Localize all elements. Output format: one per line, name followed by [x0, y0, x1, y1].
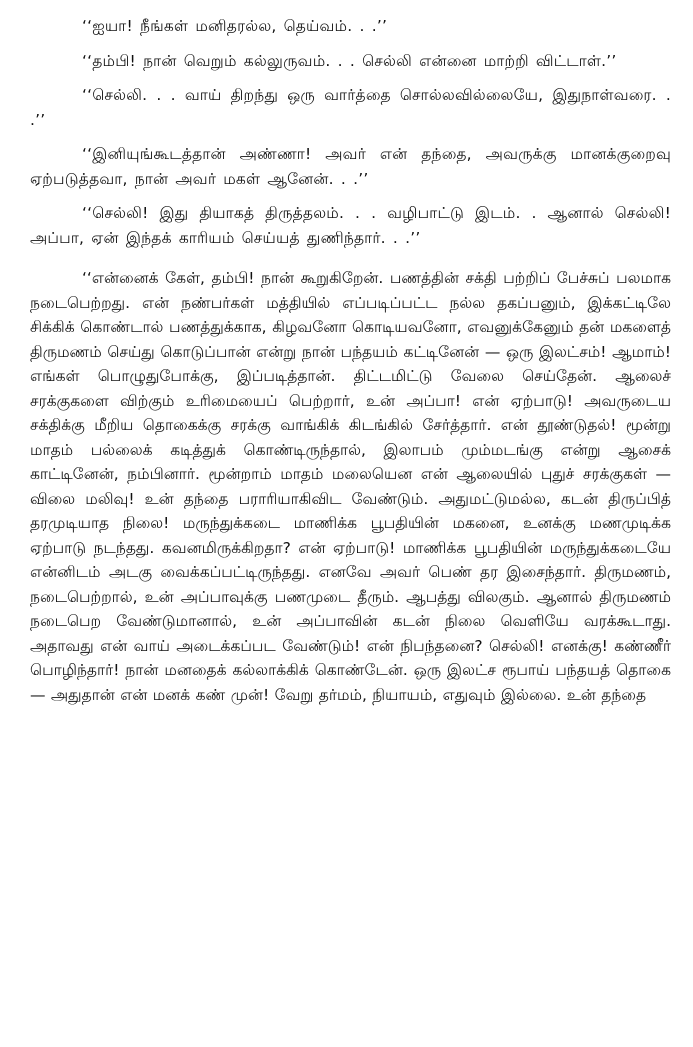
dialogue-paragraph-5: ‘‘செல்லி! இது தியாகத் திருத்தலம். . . வழிபாட்டு இடம். . ஆனால் செல்லி! அப்பா, ஏன் இந்தக் காரியம் செய்யத் துணிந்தார். . .’’ [30, 204, 671, 247]
dialogue-paragraph-1: ‘‘ஐயா! நீங்கள் மனிதரல்ல, தெய்வம். . .’’ [82, 17, 388, 35]
dialogue-paragraph-6: ‘‘என்னைக் கேள், தம்பி! நான் கூறுகிறேன். பணத்தின் சக்தி பற்றிப் பேச்சுப் பலமாக நடைபெற்றது. என் நண்பர்கள் மத்தியில் எப்படிப்பட்ட நல்ல தகப்பனும், இக்கட்டிலே சிக்கிக் கொண்டால் பணத்துக்காக, கிழவனோ கொடியவனோ, எவனுக்கேனும் தன் மகளைத் திருமணம் செய்து கொடுப்பான் என்று நான் பந்தயம் கட்டினேன் — ஒரு இலட்சம்! ஆமாம்! எங்கள் பொழுதுபோக்கு, இப்படித்தான். திட்டமிட்டு வேலை செய்தேன். ஆலைச் சரக்குகளை விற்கும் உரிமையைப் பெற்றார், உன் அப்பா! என் ஏற்பாடு! அவருடைய சக்திக்கு மீறிய தொகைக்கு சரக்கு வாங்கிக் கிடங்கில் சேர்த்தார். என் தூண்டுதல்! மூன்று மாதம் பல்லைக் கடித்துக் கொண்டிருந்தால், இலாபம் மும்மடங்கு என்று ஆசைக் காட்டினேன், நம்பினார். மூன்றாம் மாதம் மலையென என் ஆலையில் புதுச் சரக்குகள் — விலை மலிவு! உன் தந்தை பராரியாகிவிட வேண்டும். அதுமட்டுமல்ல, கடன் திருப்பித் தரமுடியாத நிலை! மருந்துக்கடை மாணிக்க பூபதியின் மகனை, உனக்கு மணமுடிக்க ஏற்பாடு நடந்தது. கவனமிருக்கிறதா? என் ஏற்பாடு! மாணிக்க பூபதியின் மருந்துக்கடையே என்னிடம் அடகு வைக்கப்பட்டிருந்தது. எனவே அவர் பெண் தர இசைந்தார். திருமணம், நடைபெற்றால், உன் அப்பாவுக்கு பணமுடை தீரும். ஆபத்து விலகும். ஆனால் திருமணம் நடைபெற வேண்டுமானால், உன் அப்பாவின் கடன் நிலை வெளியே வரக்கூடாது. அதாவது என் வாய் அடைக்கப்பட வேண்டும்! என் நிபந்தனை? செல்லி! எனக்கு! கண்ணீர் பொழிந்தார்! நான் மனதைக் கல்லாக்கிக் கொண்டேன். ஒரு இலட்ச ரூபாய் பந்தயத் தொகை — அதுதான் என் மனக் கண் முன்! வேறு தர்மம், நியாயம், எதுவும் இல்லை. உன் தந்தை [30, 269, 671, 704]
dialogue-paragraph-2: ‘‘தம்பி! நான் வெறும் கல்லுருவம். . . செல்லி என்னை மாற்றி விட்டாள்.’’ [82, 51, 617, 70]
dialogue-paragraph-3: ‘‘செல்லி. . . வாய் திறந்து ஒரு வார்த்தை சொல்லவில்லையே, இதுநாள்வரை. . .’’ [30, 86, 671, 129]
dialogue-paragraph-4: ‘‘இனியுங்கூடத்தான் அண்ணா! அவர் என் தந்தை, அவருக்கு மானக்குறைவு ஏற்படுத்தவா, நான் அவர் மகள் ஆனேன். . .’’ [30, 145, 671, 188]
